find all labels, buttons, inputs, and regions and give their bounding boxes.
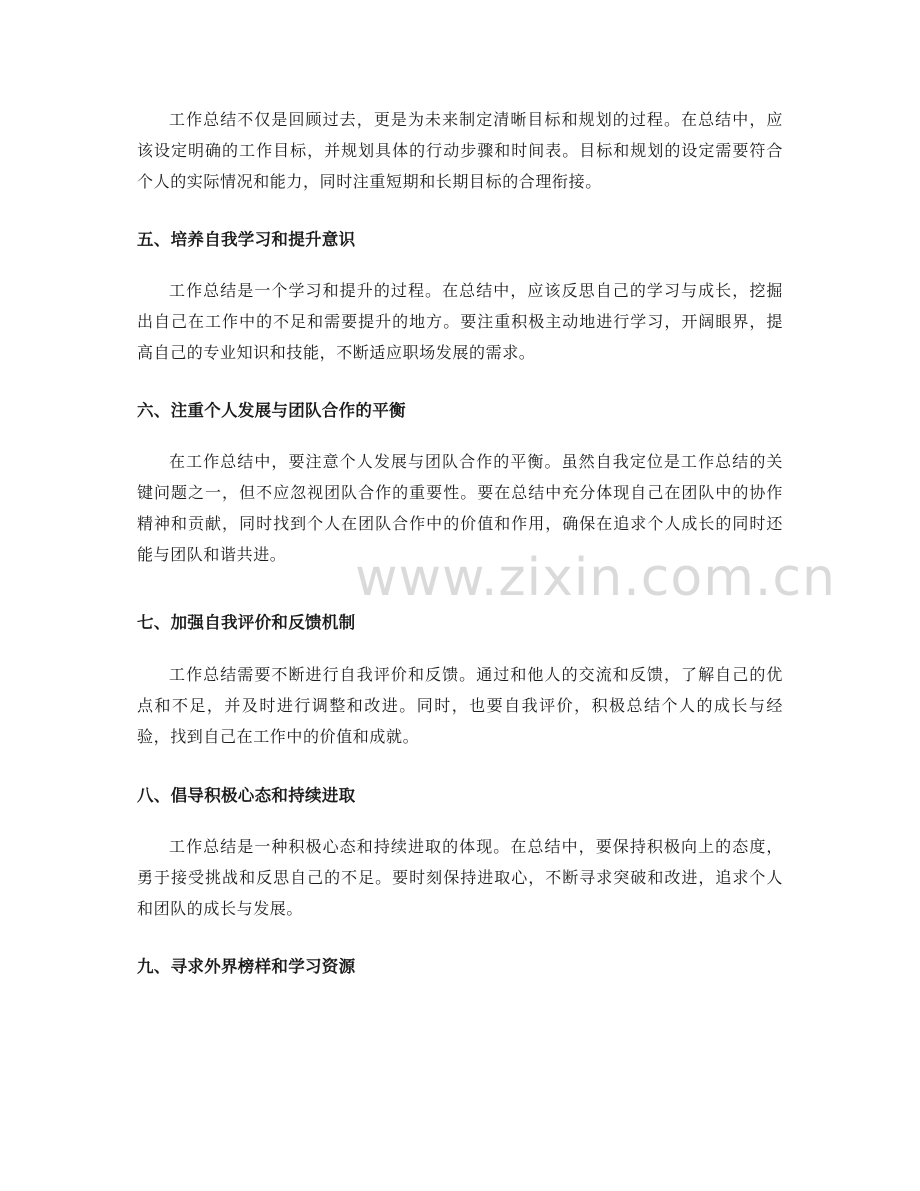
paragraph-text: 工作总结需要不断进行自我评价和反馈。通过和他人的交流和反馈，了解自己的优点和不足，并及时进行调整和改进。同时，也要自我评价，积极总结个人的成长与经验，找到自己在工作中的价值和成就。 — [137, 665, 783, 746]
paragraph-text: 工作总结是一种积极心态和持续进取的体现。在总结中，要保持积极向上的态度，勇于接受挑战和反思自己的不足。要时刻保持进取心，不断寻求突破和改进，追求个人和团队的成长与发展。 — [137, 837, 783, 918]
paragraph-section-8 — [137, 831, 783, 924]
section-heading: 五、培养自我学习和提升意识 — [137, 230, 356, 249]
heading-section-8 — [137, 784, 783, 808]
paragraph-text: 在工作总结中，要注意个人发展与团队合作的平衡。虽然自我定位是工作总结的关键问题之一，但不应忽视团队合作的重要性。要在总结中充分体现自己在团队中的协作精神和贡献，同时找到个人在团队合作中的价值和作用，确保在追求个人成长的同时还能与团队和谐共进。 — [137, 452, 783, 564]
heading-section-9 — [137, 955, 783, 979]
section-heading: 八、倡导积极心态和持续进取 — [137, 786, 356, 805]
paragraph-goals — [137, 104, 783, 197]
watermark: www.zixin.com.cn — [355, 548, 836, 608]
heading-section-5 — [137, 228, 783, 252]
section-heading: 七、加强自我评价和反馈机制 — [137, 613, 356, 632]
paragraph-text: 工作总结是一个学习和提升的过程。在总结中，应该反思自己的学习与成长，挖掘出自己在工作中的不足和需要提升的地方。要注重积极主动地进行学习，开阔眼界，提高自己的专业知识和技能，不断适应职场发展的需求。 — [137, 281, 783, 362]
paragraph-section-7 — [137, 659, 783, 752]
paragraph-text: 工作总结不仅是回顾过去，更是为未来制定清晰目标和规划的过程。在总结中，应该设定明确的工作目标，并规划具体的行动步骤和时间表。目标和规划的设定需要符合个人的实际情况和能力，同时注重短期和长期目标的合理衔接。 — [137, 110, 783, 191]
heading-section-6 — [137, 399, 783, 423]
heading-section-7 — [137, 611, 783, 635]
section-heading: 九、寻求外界榜样和学习资源 — [137, 957, 356, 976]
paragraph-section-5 — [137, 275, 783, 368]
section-heading: 六、注重个人发展与团队合作的平衡 — [137, 401, 406, 420]
